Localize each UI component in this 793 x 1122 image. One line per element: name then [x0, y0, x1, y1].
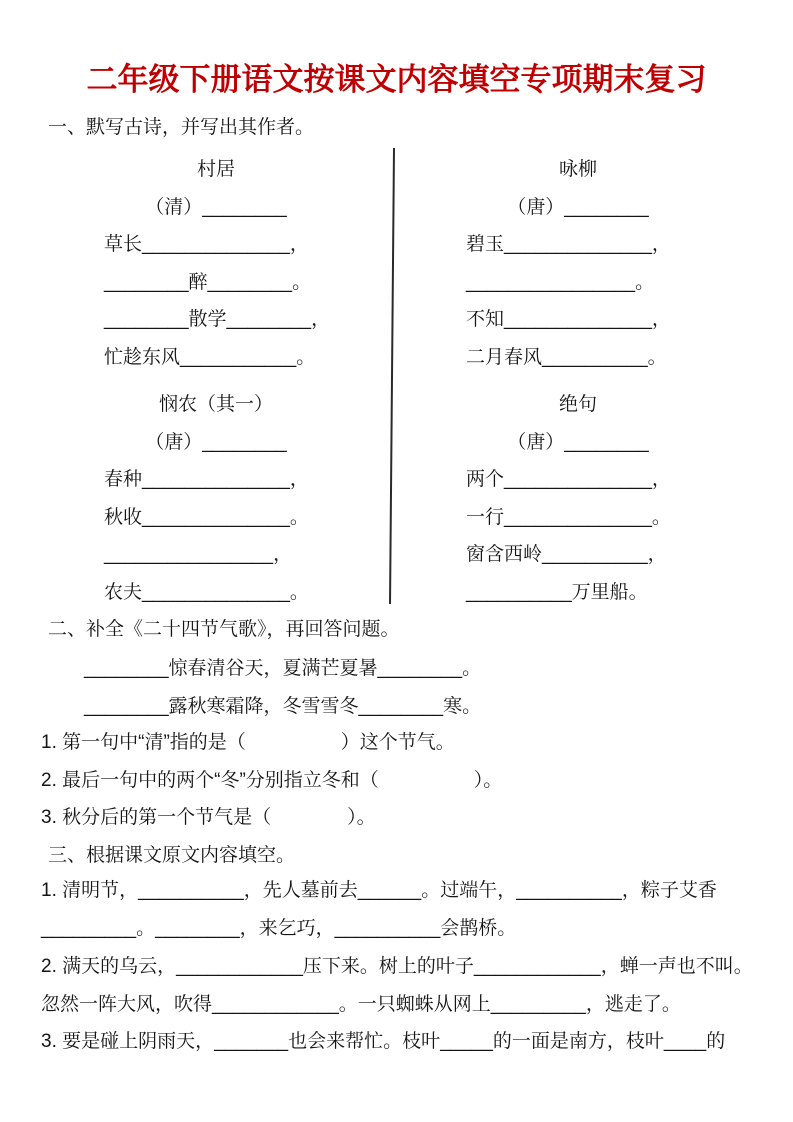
poem-cunju	[70, 151, 362, 376]
poem-verse-line: ________________。	[466, 271, 655, 293]
poem-verse-line: 两个______________，	[466, 469, 671, 490]
poem-minnong	[70, 386, 362, 611]
poem-verse-line: 二月春风__________。	[466, 346, 667, 368]
poem-verse-line: 农夫______________。	[104, 581, 309, 603]
poem-verse-line: 秋收______________。	[104, 506, 309, 528]
solar-terms-song-line: ________露秋寒霜降，冬雪雪冬________寒。	[84, 696, 482, 717]
poem-verse-line: __________万里船。	[466, 581, 648, 603]
poem-yongliu	[432, 151, 724, 376]
solar-terms-song-line: ________惊春清谷天，夏满芒夏暑________。	[84, 658, 482, 679]
poem-verse-line: 春种______________，	[104, 469, 309, 490]
poem-verse-line: ________醉________。	[104, 271, 312, 293]
poem-title: 绝句	[558, 394, 597, 415]
page-title: 二年级下册语文按课文内容填空专项期末复习	[86, 62, 707, 97]
poem-author-blank: （清）________	[145, 196, 287, 218]
poem-title: 咏柳	[558, 159, 597, 180]
poem-verse-line: 碧玉______________，	[466, 234, 671, 255]
question-item: 1. 第一句中“清”指的是（ ）这个节气。	[41, 732, 455, 753]
column-divider-line	[389, 148, 395, 604]
poem-author-blank: （唐）________	[507, 196, 649, 218]
fill-in-item: 2. 满天的乌云，____________压下来。树上的叶子____________，蝉一声也不叫。忽然一阵大风，吹得____________。一只蜘蛛从网上_________，逃走了。	[41, 956, 753, 1015]
poem-title: 悯农（其一）	[158, 394, 273, 415]
poem-verse-line: ________散学________，	[104, 309, 331, 330]
poem-verse-line: 忙趁东风___________。	[104, 346, 316, 368]
question-item: 2. 最后一句中的两个“冬”分别指立冬和（ ）。	[41, 770, 503, 791]
section-three-heading: 三、根据课文原文内容填空。	[48, 845, 296, 866]
poem-verse-line: 草长______________，	[104, 234, 309, 255]
poem-verse-line: ________________，	[104, 544, 293, 565]
question-item: 3. 秋分后的第一个节气是（ ）。	[41, 807, 376, 828]
poem-author-blank: （唐）________	[145, 431, 287, 453]
poem-verse-line: 不知______________，	[466, 309, 671, 330]
poem-verse-line: 一行______________。	[466, 506, 671, 528]
poem-jueju	[432, 386, 724, 611]
fill-in-item: 1. 清明节，__________，先人墓前去______。过端午，__________，粽子艾香_________。________，来乞巧，__________会鹊桥。	[41, 880, 717, 939]
poem-title: 村居	[196, 159, 235, 180]
poem-verse-line: 窗含西岭__________，	[466, 544, 667, 565]
fill-in-item: 3. 要是碰上阴雨天，_______也会来帮忙。枝叶_____的一面是南方，枝叶____的	[41, 1031, 726, 1052]
section-two-heading: 二、补全《二十四节气歌》，再回答问题。	[48, 619, 400, 640]
section-one-heading: 一、默写古诗，并写出其作者。	[48, 117, 315, 138]
poem-author-blank: （唐）________	[507, 431, 649, 453]
